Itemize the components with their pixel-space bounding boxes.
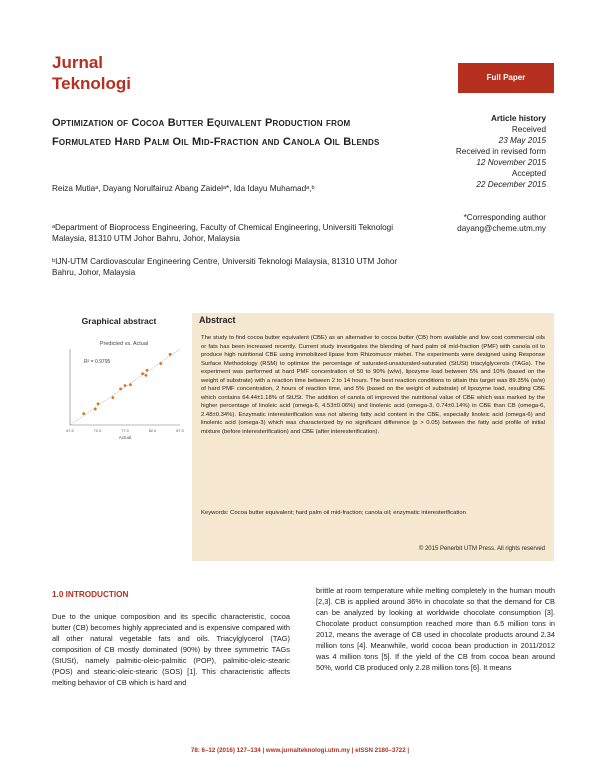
corresponding-author-email[interactable]: dayang@cheme.utm.my bbox=[457, 224, 546, 233]
chart-point bbox=[119, 388, 122, 391]
chart-point bbox=[159, 362, 162, 365]
chart-point bbox=[94, 408, 97, 411]
chart-x-tick-label: 72.0 bbox=[93, 429, 102, 433]
chart-point bbox=[146, 369, 149, 372]
revised-label: Received in revised form bbox=[455, 147, 546, 156]
copyright-notice: © 2015 Penerbit UTM Press. All rights reserved bbox=[418, 546, 545, 552]
introduction-column-right: brittle at room temperature while melting completely in the human mouth [2,3]. CB is applied around 36% in chocolate so that the demand for CB can be analyzed by looking at worldwide chocolate consumption [3]. Chocolate product consumption reached more than 6.5 million tons in 2012, means the average of CB used in chocolate products around 2.34 million tons [4]. Meanwhile, world cocoa bean production in 2011/2012 was 4 million tons [5]. If the yield of the CB from cocoa bean around 50%, world CB produced only 2.28 million tons [6]. It means bbox=[316, 586, 555, 672]
journal-name-line2: Teknologi bbox=[52, 74, 132, 93]
article-history bbox=[420, 113, 546, 190]
chart-x-tick-label: 67.0 bbox=[66, 429, 74, 433]
received-label: Received bbox=[511, 125, 546, 134]
chart-point bbox=[97, 402, 100, 405]
chart-point bbox=[82, 412, 85, 415]
introduction-column-left: Due to the unique composition and its specific characteristic, cocoa butter (CB) becomes highly appreciated and is expensive compared with all other natural vegetable fats and oils. Triacylglycerol (TAG) composition of CB mostly dominated (90%) by three symmetric TAGs (StUSt), namely palmitic-oleic-palmitic (POP), palmitic-oleic-stearic (POS) and stearic-oleic-stearic (SOS) [1]. This characteristic affects melting behavior of CB which is hard and bbox=[52, 612, 290, 687]
corresponding-author-label: *Corresponding author bbox=[463, 213, 546, 222]
page-footer: 78: 6–12 (2016) 127–134 | www.jurnalteknologi.utm.my | eISSN 2180–3722 | bbox=[190, 747, 410, 754]
chart-x-tick-label: 77.0 bbox=[121, 429, 129, 433]
chart-point bbox=[145, 374, 148, 377]
chart-point bbox=[141, 372, 144, 375]
chart-point bbox=[169, 353, 172, 356]
paper-type-badge: Full Paper bbox=[458, 63, 554, 93]
chart-point bbox=[129, 383, 132, 386]
chart-x-tick-label: 87.0 bbox=[176, 429, 184, 433]
affiliation-b: ᵇIJN-UTM Cardiovascular Engineering Centre, Universiti Teknologi Malaysia, 81310 UTM Johor Bahru, Johor, Malaysia bbox=[52, 257, 398, 277]
corresponding-author bbox=[412, 212, 546, 234]
revised-date: 12 November 2015 bbox=[476, 158, 546, 167]
introduction-heading: 1.0 INTRODUCTION bbox=[52, 590, 129, 599]
chart-x-axis-label: Actual bbox=[118, 435, 132, 440]
chart-point bbox=[112, 396, 115, 399]
graphical-abstract-heading: Graphical abstract bbox=[81, 316, 157, 326]
paper-title: Optimization of Cocoa Butter Equivalent Production from Formulated Hard Palm Oil Mid-Fraction and Canola Oil Blends bbox=[52, 117, 380, 148]
chart-x-tick-label: 82.0 bbox=[148, 429, 157, 433]
received-date: 23 May 2015 bbox=[498, 136, 546, 145]
journal-logo bbox=[52, 52, 131, 94]
abstract-keywords: Keywords: Cocoa butter equivalent; hard palm oil mid-fraction; canola oil; enzymatic interesterification bbox=[201, 510, 466, 516]
affiliation-a: ᵃDepartment of Bioprocess Engineering, Faculty of Chemical Engineering, Universiti Teknologi Malaysia, 81310 UTM Johor Bahru, Johor, Malaysia bbox=[52, 223, 394, 243]
journal-name-line1: Jurnal bbox=[52, 53, 104, 72]
accepted-date: 22 December 2015 bbox=[476, 180, 546, 189]
abstract-text: The study to find cocoa butter equivalent (CBE) as an alternative to cocoa butter (CB) from available and low cost commercial oils or fats has been increased recently. Current study investigates the blending of hard palm oil mid-fraction (PMF) with canola oil to produce high nutritional CBE using immobilized lipase from Rhizomucor miehei. The experiments were designed using Response Surface Methodology (RSM) to optimize the percentage of saturated-unsaturated-saturated (StUSt) triacylglycerols (TAGs). The experiment was performed at hard PMF concentration of 50 to 90% (w/w), lipozyme load between 5% and 10% (based on the weight of substrate) with a reaction time between 2 to 14 hours. The best reaction conditions to attain this target was 89.35% (w/w) of hard PMF concentration, 2 hours of reaction time, and 5% (based on the weight of substrate) of lipozyme load, resulting CBE which contains 64.44±1.18% of StUSt. The addition of canola oil improved the nutritional value of CBE which was marked by the higher percentage of linoleic acid (omega-6, 4.53±0.06%) and linolenic acid (omega-3, 0.74±0.14%) in CBE than CB (omega-6, 2.48±0.34%). Enzymatic interesterification was not altering fatty acid content in the CBE, especially linoleic acid (omega-6) and linolenic acid (omega-3) which was characterized by no significant difference (p > 0.05) between the fatty acid profile of initial mixture (before interesterification) and CBE (after interesterification). bbox=[201, 335, 545, 435]
author-list: Reiza Mutiaᵃ, Dayang Norulfairuz Abang Zaidelᵃ*, Ida Idayu Muhamadᵃ,ᵇ bbox=[52, 184, 315, 193]
accepted-label: Accepted bbox=[511, 169, 546, 178]
chart-title: Predicted vs. Actual bbox=[99, 341, 149, 347]
chart-point bbox=[124, 384, 127, 387]
chart-r2-annotation: R² = 0.9795 bbox=[84, 359, 111, 365]
abstract-heading: Abstract bbox=[199, 315, 236, 325]
graphical-abstract-chart bbox=[52, 333, 186, 443]
article-history-heading: Article history bbox=[490, 114, 546, 123]
